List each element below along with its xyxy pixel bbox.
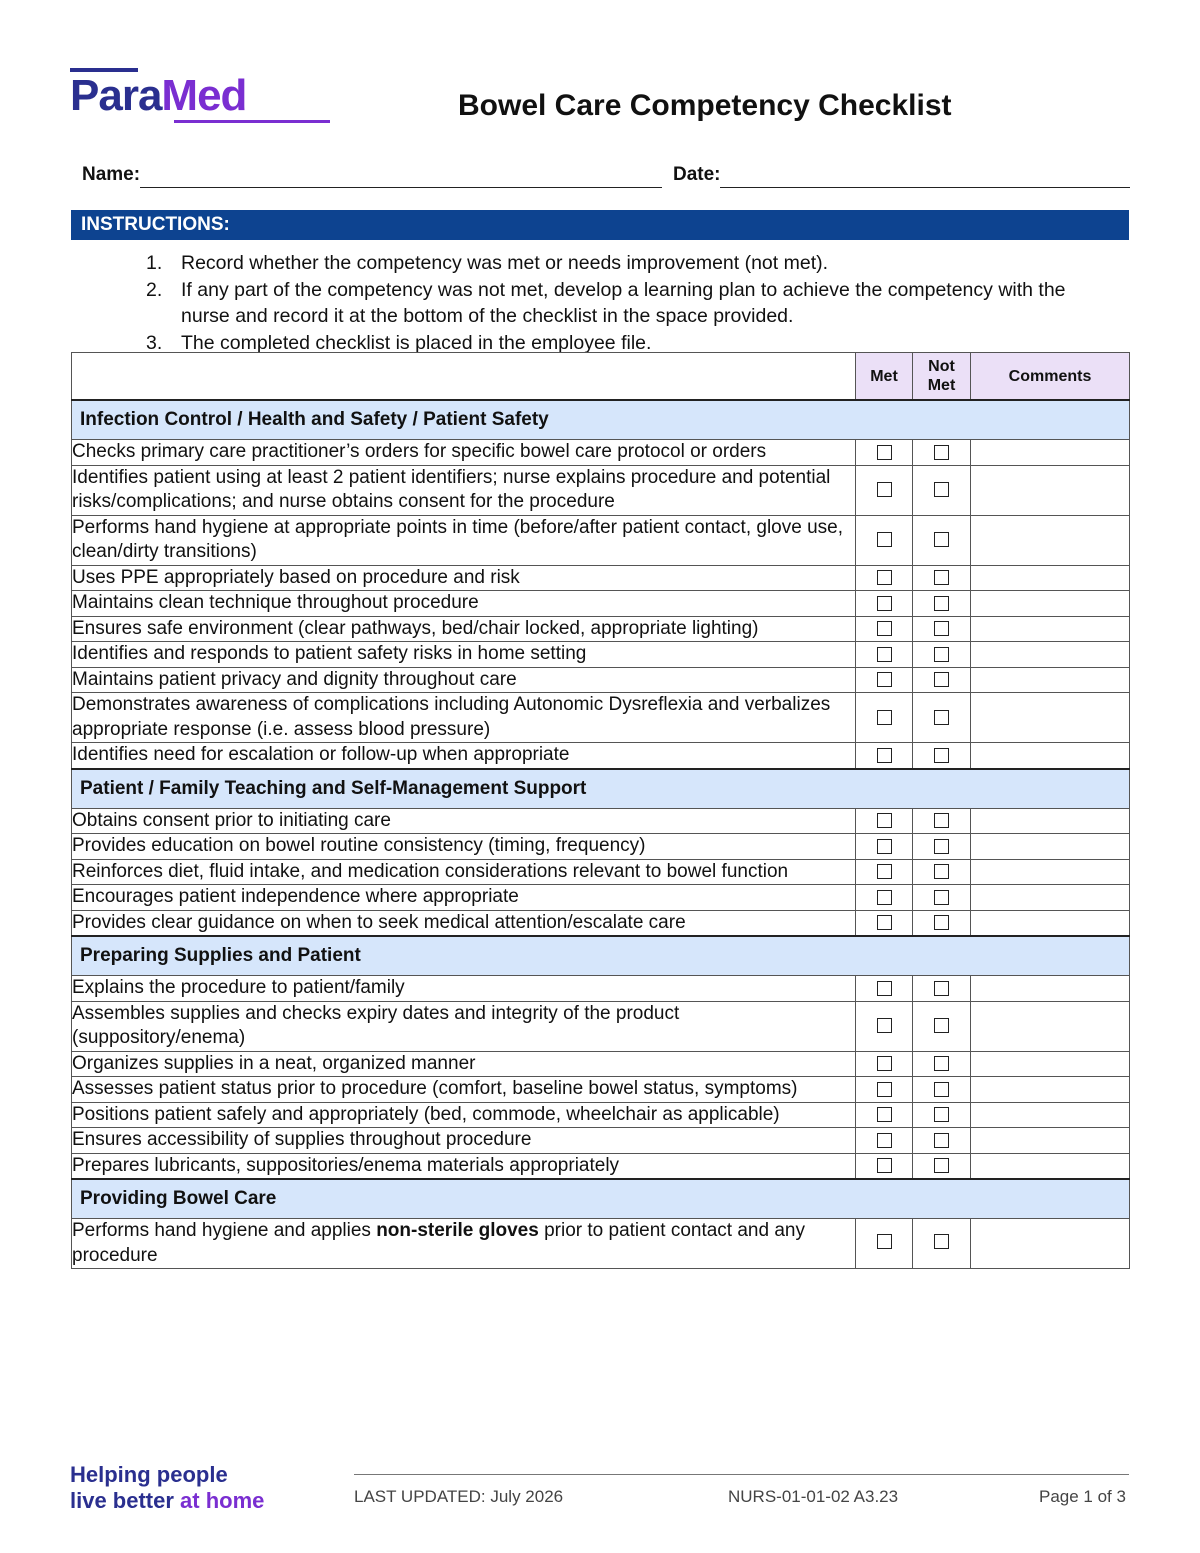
- not-met-cell: [913, 642, 971, 668]
- not-met-checkbox[interactable]: [934, 672, 949, 687]
- table-row: [72, 1153, 1130, 1179]
- met-checkbox[interactable]: [877, 710, 892, 725]
- met-checkbox[interactable]: [877, 864, 892, 879]
- footer-page-number: Page 1 of 3: [1039, 1487, 1126, 1506]
- table-row: [72, 743, 1130, 769]
- instruction-text: If any part of the competency was not met, develop a learning plan to achieve the competency with the nurse and record it at the bottom of the checklist in the space provided.: [181, 278, 1066, 327]
- not-met-cell: [913, 1219, 971, 1269]
- met-checkbox[interactable]: [877, 532, 892, 547]
- paramed-logo: [70, 68, 270, 126]
- instruction-number: 2.: [146, 278, 163, 301]
- criterion-text: Maintains patient privacy and dignity throughout care: [72, 667, 856, 693]
- criterion-text: Performs hand hygiene and applies non-sterile gloves prior to patient contact and any procedure: [72, 1219, 856, 1269]
- criterion-text: Checks primary care practitioner’s orders for specific bowel care protocol or orders: [72, 440, 856, 466]
- table-row: [72, 667, 1130, 693]
- met-cell: [856, 667, 913, 693]
- met-checkbox[interactable]: [877, 1234, 892, 1249]
- criterion-text: Provides clear guidance on when to seek medical attention/escalate care: [72, 910, 856, 936]
- met-cell: [856, 743, 913, 769]
- criterion-text: Ensures safe environment (clear pathways, bed/chair locked, appropriate lighting): [72, 616, 856, 642]
- met-cell: [856, 465, 913, 515]
- comments-cell[interactable]: [971, 1102, 1130, 1128]
- met-cell: [856, 1153, 913, 1179]
- not-met-cell: [913, 465, 971, 515]
- met-cell: [856, 440, 913, 466]
- not-met-checkbox[interactable]: [934, 1133, 949, 1148]
- met-checkbox[interactable]: [877, 647, 892, 662]
- logo-underline: [174, 120, 330, 123]
- criterion-text: Assesses patient status prior to procedure (comfort, baseline bowel status, symptoms): [72, 1077, 856, 1103]
- met-cell: [856, 693, 913, 743]
- not-met-checkbox[interactable]: [934, 1107, 949, 1122]
- not-met-checkbox[interactable]: [934, 482, 949, 497]
- comments-cell[interactable]: [971, 642, 1130, 668]
- not-met-cell: [913, 515, 971, 565]
- comments-cell[interactable]: [971, 976, 1130, 1002]
- comments-cell[interactable]: [971, 591, 1130, 617]
- met-cell: [856, 1077, 913, 1103]
- table-row: [72, 693, 1130, 743]
- met-checkbox[interactable]: [877, 621, 892, 636]
- met-cell: [856, 1051, 913, 1077]
- met-cell: [856, 616, 913, 642]
- met-cell: [856, 515, 913, 565]
- table-row: [72, 1001, 1130, 1051]
- table-row: [72, 1128, 1130, 1154]
- met-checkbox[interactable]: [877, 890, 892, 905]
- name-field[interactable]: [140, 187, 662, 188]
- criterion-text: Identifies and responds to patient safety risks in home setting: [72, 642, 856, 668]
- not-met-cell: [913, 743, 971, 769]
- criterion-text: Performs hand hygiene at appropriate points in time (before/after patient contact, glove use, clean/dirty transitions): [72, 515, 856, 565]
- criterion-text: Positions patient safely and appropriately (bed, commode, wheelchair as applicable): [72, 1102, 856, 1128]
- met-cell: [856, 885, 913, 911]
- not-met-checkbox[interactable]: [934, 710, 949, 725]
- not-met-checkbox[interactable]: [934, 864, 949, 879]
- criterion-text: Reinforces diet, fluid intake, and medication considerations relevant to bowel function: [72, 859, 856, 885]
- met-checkbox[interactable]: [877, 915, 892, 930]
- footer-divider: [354, 1474, 1129, 1475]
- met-checkbox[interactable]: [877, 1082, 892, 1097]
- not-met-cell: [913, 1128, 971, 1154]
- section-header-row: [72, 769, 1130, 809]
- met-checkbox[interactable]: [877, 672, 892, 687]
- criterion-text: Maintains clean technique throughout procedure: [72, 591, 856, 617]
- table-row: [72, 565, 1130, 591]
- not-met-cell: [913, 1051, 971, 1077]
- met-cell: [856, 834, 913, 860]
- col-header-not-met: Not Met: [913, 353, 971, 401]
- not-met-cell: [913, 1077, 971, 1103]
- not-met-cell: [913, 1001, 971, 1051]
- table-row: [72, 910, 1130, 936]
- not-met-checkbox[interactable]: [934, 445, 949, 460]
- comments-cell[interactable]: [971, 515, 1130, 565]
- comments-cell[interactable]: [971, 859, 1130, 885]
- instructions-header: [71, 210, 1129, 240]
- met-checkbox[interactable]: [877, 1107, 892, 1122]
- instruction-number: 1.: [146, 252, 163, 274]
- table-row: [72, 440, 1130, 466]
- table-row: [72, 515, 1130, 565]
- met-cell: [856, 1102, 913, 1128]
- comments-cell[interactable]: [971, 465, 1130, 515]
- met-checkbox[interactable]: [877, 596, 892, 611]
- table-row: [72, 465, 1130, 515]
- col-header-comments: Comments: [971, 353, 1130, 401]
- not-met-checkbox[interactable]: [934, 915, 949, 930]
- footer-doc-code: NURS-01-01-02 A3.23: [728, 1487, 899, 1506]
- instructions-heading: INSTRUCTIONS:: [81, 214, 230, 235]
- met-checkbox[interactable]: [877, 1056, 892, 1071]
- table-row: [72, 1051, 1130, 1077]
- not-met-checkbox[interactable]: [934, 1082, 949, 1097]
- comments-cell[interactable]: [971, 616, 1130, 642]
- not-met-cell: [913, 591, 971, 617]
- met-checkbox[interactable]: [877, 1133, 892, 1148]
- met-cell: [856, 1001, 913, 1051]
- date-field[interactable]: [720, 187, 1130, 188]
- not-met-cell: [913, 616, 971, 642]
- comments-cell[interactable]: [971, 808, 1130, 834]
- met-checkbox[interactable]: [877, 1158, 892, 1173]
- comments-cell[interactable]: [971, 1077, 1130, 1103]
- not-met-checkbox[interactable]: [934, 1158, 949, 1173]
- table-row: [72, 1219, 1130, 1269]
- table-row: [72, 1102, 1130, 1128]
- instruction-item: [146, 250, 1106, 277]
- met-cell: [856, 976, 913, 1002]
- not-met-cell: [913, 693, 971, 743]
- met-cell: [856, 591, 913, 617]
- criterion-text: Obtains consent prior to initiating care: [72, 808, 856, 834]
- criterion-text: Identifies need for escalation or follow-up when appropriate: [72, 743, 856, 769]
- criterion-text: Assembles supplies and checks expiry dates and integrity of the product (suppository/enema): [72, 1001, 856, 1051]
- not-met-cell: [913, 885, 971, 911]
- name-label: Name:: [82, 164, 141, 185]
- met-cell: [856, 808, 913, 834]
- met-checkbox[interactable]: [877, 445, 892, 460]
- not-met-cell: [913, 667, 971, 693]
- not-met-cell: [913, 859, 971, 885]
- not-met-cell: [913, 440, 971, 466]
- met-checkbox[interactable]: [877, 839, 892, 854]
- not-met-checkbox[interactable]: [934, 1018, 949, 1033]
- table-row: [72, 1077, 1130, 1103]
- section-title: Infection Control / Health and Safety / Patient Safety: [72, 400, 1130, 440]
- section-title: Preparing Supplies and Patient: [72, 936, 1130, 976]
- footer-tagline: Helping people live better at home: [70, 1462, 265, 1513]
- comments-cell[interactable]: [971, 1153, 1130, 1179]
- criterion-text: Identifies patient using at least 2 patient identifiers; nurse explains procedure and potential risks/complications; and nurse obtains consent for the procedure: [72, 465, 856, 515]
- section-header-row: [72, 400, 1130, 440]
- competency-table: [71, 352, 1130, 1269]
- comments-cell[interactable]: [971, 693, 1130, 743]
- table-row: [72, 591, 1130, 617]
- criterion-text: Encourages patient independence where appropriate: [72, 885, 856, 911]
- comments-cell[interactable]: [971, 1128, 1130, 1154]
- section-title: Patient / Family Teaching and Self-Management Support: [72, 769, 1130, 809]
- comments-cell[interactable]: [971, 565, 1130, 591]
- not-met-cell: [913, 834, 971, 860]
- not-met-cell: [913, 910, 971, 936]
- met-checkbox[interactable]: [877, 981, 892, 996]
- instruction-item: [146, 277, 1106, 330]
- criterion-text: Demonstrates awareness of complications including Autonomic Dysreflexia and verbalizes appropriate response (i.e. assess blood pressure): [72, 693, 856, 743]
- not-met-checkbox[interactable]: [934, 647, 949, 662]
- table-row: [72, 808, 1130, 834]
- table-row: [72, 642, 1130, 668]
- met-checkbox[interactable]: [877, 748, 892, 763]
- met-checkbox[interactable]: [877, 1018, 892, 1033]
- comments-cell[interactable]: [971, 1219, 1130, 1269]
- page-title: Bowel Care Competency Checklist: [458, 89, 952, 122]
- met-checkbox[interactable]: [877, 813, 892, 828]
- comments-cell[interactable]: [971, 1051, 1130, 1077]
- criterion-text: Prepares lubricants, suppositories/enema materials appropriately: [72, 1153, 856, 1179]
- table-row: [72, 885, 1130, 911]
- date-label: Date:: [673, 164, 721, 185]
- not-met-checkbox[interactable]: [934, 1234, 949, 1249]
- not-met-checkbox[interactable]: [934, 839, 949, 854]
- section-header-row: [72, 936, 1130, 976]
- met-cell: [856, 1219, 913, 1269]
- not-met-cell: [913, 565, 971, 591]
- criterion-text: Provides education on bowel routine consistency (timing, frequency): [72, 834, 856, 860]
- met-cell: [856, 910, 913, 936]
- not-met-checkbox[interactable]: [934, 981, 949, 996]
- not-met-cell: [913, 808, 971, 834]
- not-met-checkbox[interactable]: [934, 621, 949, 636]
- comments-cell[interactable]: [971, 1001, 1130, 1051]
- not-met-checkbox[interactable]: [934, 748, 949, 763]
- not-met-cell: [913, 1153, 971, 1179]
- criterion-text: Explains the procedure to patient/family: [72, 976, 856, 1002]
- criterion-text: Uses PPE appropriately based on procedure and risk: [72, 565, 856, 591]
- comments-cell[interactable]: [971, 910, 1130, 936]
- criterion-text: Organizes supplies in a neat, organized manner: [72, 1051, 856, 1077]
- met-cell: [856, 1128, 913, 1154]
- table-row: [72, 834, 1130, 860]
- met-checkbox[interactable]: [877, 482, 892, 497]
- met-cell: [856, 859, 913, 885]
- header-spacer: [72, 353, 856, 401]
- comments-cell[interactable]: [971, 885, 1130, 911]
- instruction-text: The completed checklist is placed in the employee file.: [181, 331, 652, 354]
- not-met-cell: [913, 976, 971, 1002]
- col-header-met: Met: [856, 353, 913, 401]
- comments-cell[interactable]: [971, 834, 1130, 860]
- section-title: Providing Bowel Care: [72, 1179, 1130, 1219]
- not-met-checkbox[interactable]: [934, 532, 949, 547]
- table-row: [72, 976, 1130, 1002]
- met-cell: [856, 565, 913, 591]
- not-met-cell: [913, 1102, 971, 1128]
- not-met-checkbox[interactable]: [934, 890, 949, 905]
- comments-cell[interactable]: [971, 667, 1130, 693]
- instruction-text: Record whether the competency was met or needs improvement (not met).: [181, 252, 829, 274]
- footer-last-updated: LAST UPDATED: July 2026: [354, 1487, 564, 1506]
- not-met-checkbox[interactable]: [934, 813, 949, 828]
- logo-wordmark: ParaMed: [70, 71, 247, 120]
- not-met-checkbox[interactable]: [934, 596, 949, 611]
- not-met-checkbox[interactable]: [934, 1056, 949, 1071]
- met-cell: [856, 642, 913, 668]
- table-row: [72, 616, 1130, 642]
- criterion-text: Ensures accessibility of supplies throughout procedure: [72, 1128, 856, 1154]
- table-row: [72, 859, 1130, 885]
- instruction-number: 3.: [146, 331, 163, 354]
- table-header-row: [72, 353, 1130, 401]
- not-met-checkbox[interactable]: [934, 570, 949, 585]
- instructions-list: [146, 250, 1106, 356]
- met-checkbox[interactable]: [877, 570, 892, 585]
- comments-cell[interactable]: [971, 440, 1130, 466]
- comments-cell[interactable]: [971, 743, 1130, 769]
- section-header-row: [72, 1179, 1130, 1219]
